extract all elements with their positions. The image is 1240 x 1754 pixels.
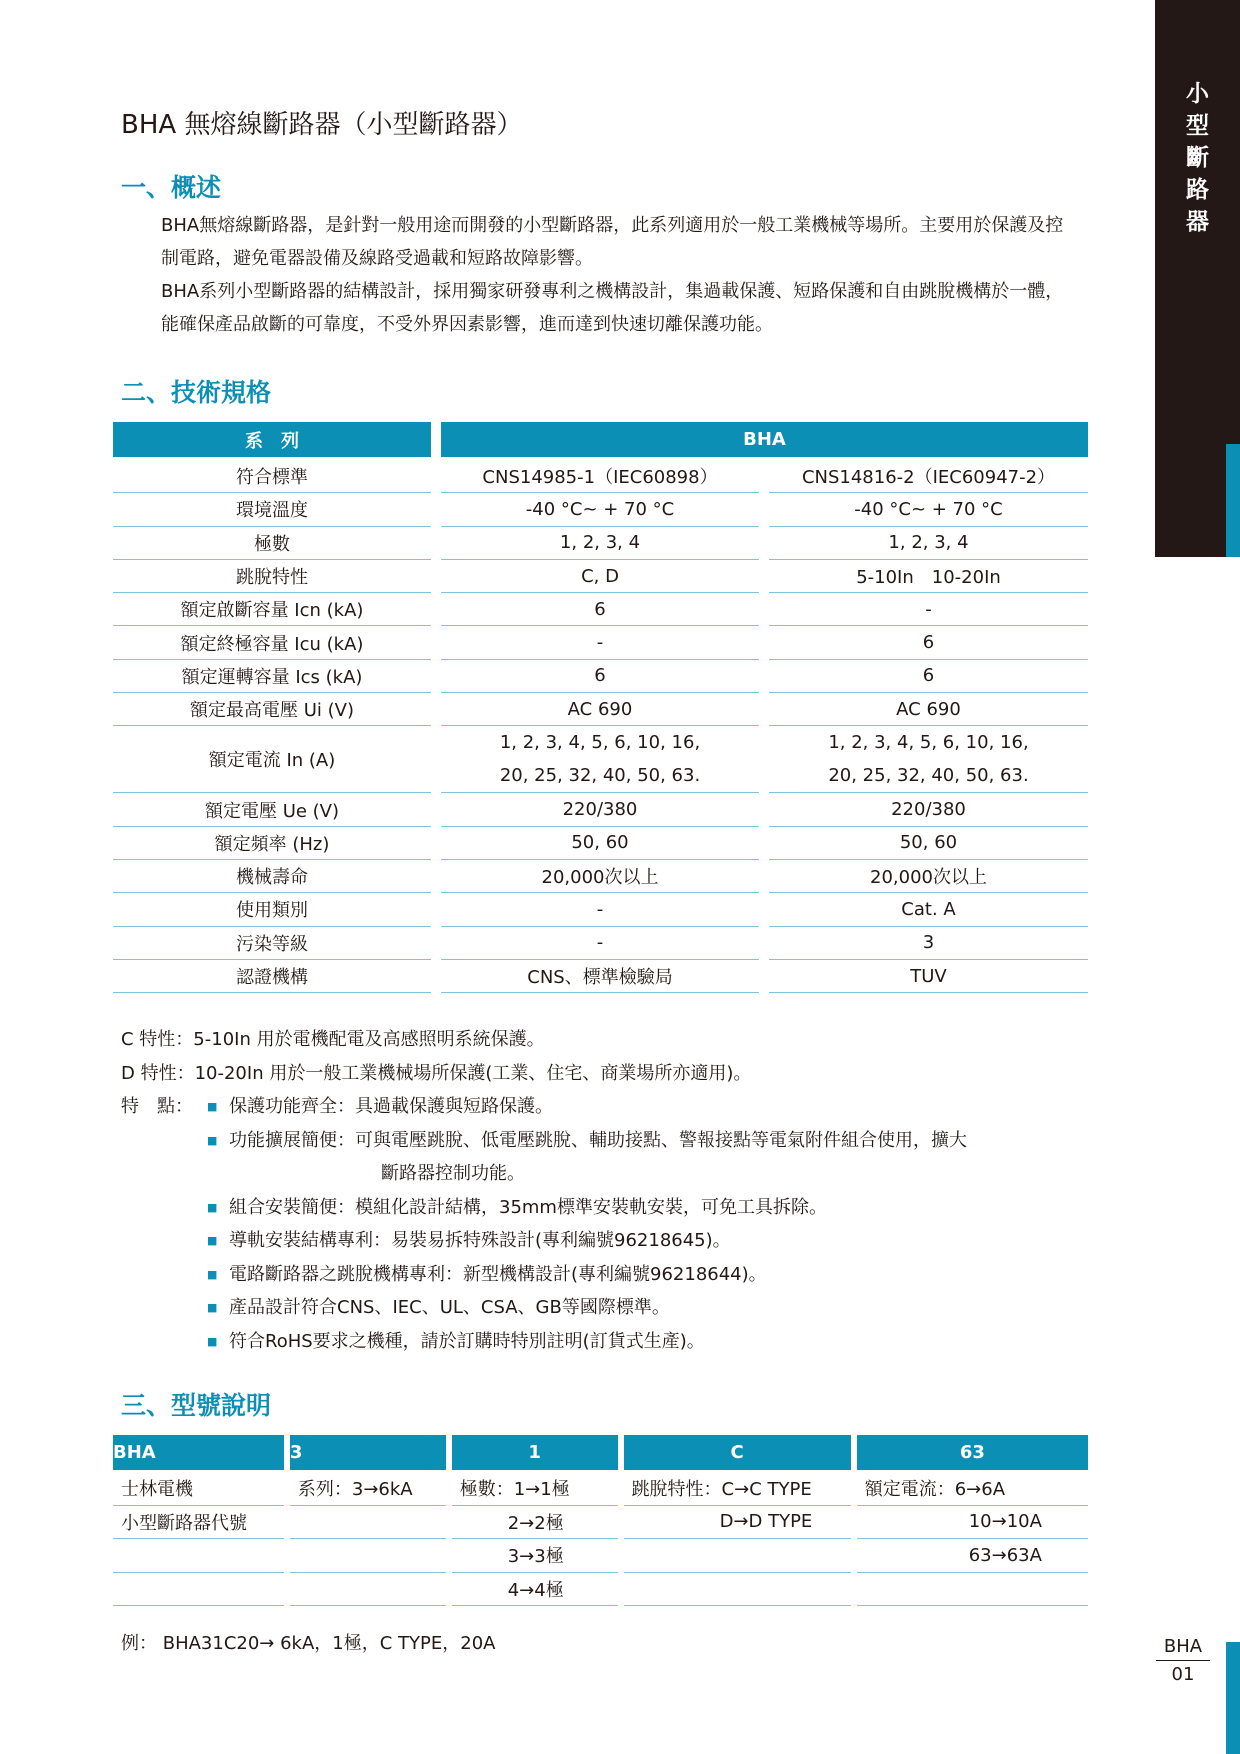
table-row: 使用類別 - Cat. A [113,893,1088,926]
list-item: ■ 功能擴展簡便：可與電壓跳脫、低電壓跳脫、輔助接點、警報接點等電氣附件組合使用，擴大 斷路器控制功能。 [207,1124,1207,1191]
page-accent-bar [1226,1642,1240,1754]
overview-paragraph-2: BHA系列小型斷路器的結構設計，採用獨家研發專利之機構設計，集過載保護、短路保護和自由跳脫機構於一體，能確保產品啟斷的可靠度，不受外界因素影響，進而達到快速切離保護功能。 [161,281,1064,335]
table-row: 額定啟斷容量 Icn (kA) 6 - [113,593,1088,626]
model-table [113,1435,1088,1606]
table-row: 跳脫特性 C, D 5-10In 10-20In [113,560,1088,593]
table-row: 認證機構 CNS、標準檢驗局 TUV [113,960,1088,993]
table-row: 機械壽命 20,000次以上 20,000次以上 [113,860,1088,893]
table-row: 額定終極容量 Icu (kA) - 6 [113,626,1088,659]
list-item: ■ 導軌安裝結構專利：易裝易拆特殊設計(專利編號96218645)。 [207,1224,1207,1258]
list-item: ■ 產品設計符合CNS、IEC、UL、CSA、GB等國際標準。 [207,1291,1207,1325]
note-c: C 特性：5-10In 用於電機配電及高感照明系統保護。 [121,1029,545,1050]
table-row: 污染等級 - 3 [113,927,1088,960]
spec-header-row [113,422,1088,460]
spec-header-label: 系 列 [113,422,431,460]
table-row: 士林電機 系列：3→6kA 極數：1→1極 跳脫特性：C→C TYPE 額定電流：6→6A [113,1472,1088,1506]
spec-heading: 二、技術規格 [121,378,272,407]
list-item: ■ 組合安裝簡便：模組化設計結構，35mm標準安裝軌安裝，可免工具拆除。 [207,1191,1207,1225]
table-row: 3→3極 63→63A [113,1539,1088,1573]
page-title: BHA 無熔線斷路器（小型斷路器） [121,110,523,140]
table-row: 4→4極 [113,1573,1088,1607]
spec-table [113,422,1088,993]
table-row: 額定最高電壓 Ui (V) AC 690 AC 690 [113,693,1088,726]
side-accent-bar [1226,444,1240,557]
overview-paragraph-1: BHA無熔線斷路器，是針對一般用途而開發的小型斷路器，此系列適用於一般工業機械等場所。主要用於保護及控制電路，避免電器設備及線路受過載和短路故障影響。 [161,215,1064,269]
model-heading: 三、型號說明 [121,1391,272,1420]
list-item: ■ 符合RoHS要求之機種，請於訂購時特別註明(訂貨式生產)。 [207,1325,1207,1359]
table-row: 符合標準 CNS14985-1（IEC60898） CNS14816-2（IEC60947-2） [113,460,1088,493]
table-row: 極數 1, 2, 3, 4 1, 2, 3, 4 [113,527,1088,560]
side-tab-title: 小 型 斷 路 器 [1186,81,1209,235]
table-row: 額定電壓 Ue (V) 220/380 220/380 [113,793,1088,826]
spec-header-value: BHA [441,422,1088,460]
page-number: 01 [1171,1664,1195,1685]
table-row: 額定電流 In (A) 1, 2, 3, 4, 5, 6, 10, 16, 20, 25, 32, 40, 50, 63. 1, 2, 3, 4, 5, 6, 10, 16, 20, 25, 32, 40, 50, 63. [113,726,1088,793]
table-row: 額定運轉容量 Ics (kA) 6 6 [113,660,1088,693]
list-item: ■ 電路斷路器之跳脫機構專利：新型機構設計(專利編號96218644)。 [207,1258,1207,1292]
table-row: 額定頻率 (Hz) 50, 60 50, 60 [113,827,1088,860]
list-item: ■ 保護功能齊全：具過載保護與短路保護。 [207,1090,1207,1124]
model-header-row: BHA 3 1 C 63 [113,1435,1088,1472]
table-row: 小型斷路器代號 2→2極 D→D TYPE 10→10A [113,1506,1088,1540]
note-d: D 特性：10-20In 用於一般工業機械場所保護(工業、住宅、商業場所亦適用)。 [121,1062,752,1084]
page-divider [1156,1660,1210,1661]
page-series: BHA [1163,1636,1203,1657]
page-footer [1153,1636,1213,1685]
overview-heading: 一、概述 [121,173,222,202]
characteristic-notes [121,1023,751,1090]
model-example: 例： BHA31C20→ 6kA，1極，C TYPE，20A [121,1633,496,1654]
features-label: 特 點： [121,1096,193,1117]
table-row: 環境溫度 -40 °C~ + 70 °C -40 °C~ + 70 °C [113,493,1088,526]
